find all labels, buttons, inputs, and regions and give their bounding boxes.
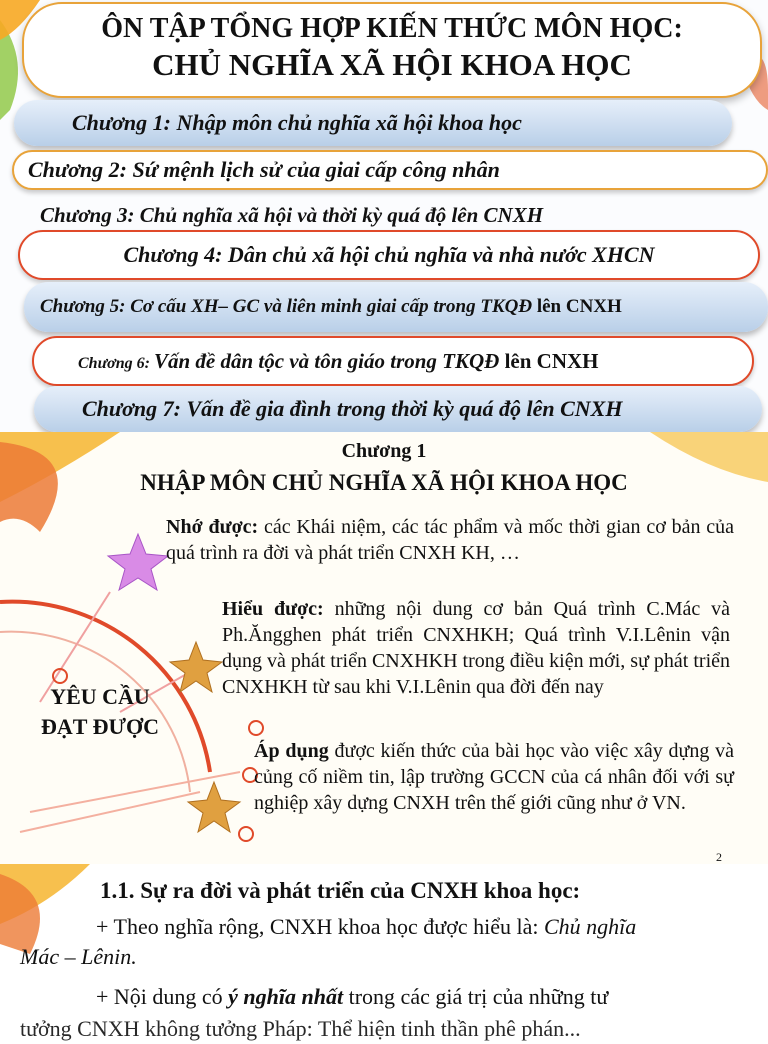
goal-line-2: ĐẠT ĐƯỢC	[41, 714, 159, 739]
slide-3-section-1-1	[0, 864, 768, 1041]
understand-text: những nội dung cơ bản Quá trình C.Mác và Ph.Ăngghen phát triển CNXHKH; Quá trình V.I.Lênin vận dụng và phát triển CNXHKH trong điều kiện mới, sự phát triển CNXHKH từ sau khi V.I.Lênin qua đời đến nay	[222, 598, 731, 698]
apply-paragraph	[254, 738, 734, 816]
title-line-1: ÔN TẬP TỔNG HỢP KIẾN THỨC MÔN HỌC:	[101, 13, 683, 44]
page-number: 2	[716, 850, 722, 864]
paragraph-2	[96, 982, 608, 1012]
chapter-6-suffix: lên CNXH	[504, 349, 599, 373]
slide-1-overview	[0, 0, 768, 432]
chapter-3-item: Chương 3: Chủ nghĩa xã hội và thời kỳ quá độ lên CNXH	[40, 203, 544, 227]
chapter-1-item: Chương 1: Nhập môn chủ nghĩa xã hội khoa học	[14, 100, 732, 146]
title-line-2: CHỦ NGHĨA XÃ HỘI KHOA HỌC	[152, 47, 632, 82]
understand-label: Hiểu được:	[222, 598, 324, 620]
remember-text: các Khái niệm, các tác phẩm và mốc thời gian cơ bản của quá trình ra đời và phát triển CNXH KH, …	[166, 516, 735, 564]
chapter-title: NHẬP MÔN CHỦ NGHĨA XÃ HỘI KHOA HỌC	[140, 470, 628, 495]
remember-paragraph	[166, 514, 734, 566]
chapter-5-text: Chương 5: Cơ cấu XH– GC và liên minh giai cấp trong TKQĐ	[40, 296, 537, 317]
paragraph-1-line-1	[96, 912, 636, 942]
chapter-2-item: Chương 2: Sứ mệnh lịch sử của giai cấp công nhân	[12, 150, 768, 190]
remember-label: Nhớ được:	[166, 516, 259, 538]
p1-text: + Theo nghĩa rộng, CNXH khoa học được hiểu là:	[96, 914, 544, 939]
paragraph-1-line-2: Mác – Lênin.	[20, 944, 137, 969]
title-box	[22, 2, 762, 98]
apply-text: được kiến thức của bài học vào việc xây dựng và củng cố niềm tin, lập trường GCCN của cá nhân đối với sự nghiệp xây dựng CNXH trên thế giới cũng như ở VN.	[254, 740, 734, 814]
swirl-icon-2	[249, 721, 263, 735]
slide-2-chapter-1	[0, 432, 768, 864]
chapter-7-item: Chương 7: Vấn đề gia đình trong thời kỳ quá độ lên CNXH	[34, 386, 762, 432]
p1-italic-a: Chủ nghĩa	[543, 914, 637, 939]
p2-prefix: + Nội dung có	[96, 984, 229, 1009]
p2-suffix: trong các giá trị của những tư	[343, 984, 609, 1009]
section-heading: 1.1. Sự ra đời và phát triển của CNXH khoa học:	[100, 878, 581, 903]
paragraph-3-cut: tưởng CNXH không tưởng Pháp: Thể hiện tinh thần phê phán...	[20, 1016, 581, 1041]
chapter-5-suffix: lên CNXH	[536, 296, 622, 317]
orange-star-icon-2	[188, 782, 240, 832]
chapter-6-item	[32, 336, 754, 386]
chapter-6-text: Vấn đề dân tộc và tôn giáo trong TKQĐ	[153, 349, 505, 373]
apply-label: Áp dụng	[254, 740, 329, 762]
chapter-label: Chương 1	[341, 440, 427, 462]
chapter-4-item: Chương 4: Dân chủ xã hội chủ nghĩa và nhà nước XHCN	[18, 230, 760, 280]
p2-bold: ý nghĩa nhất	[228, 984, 344, 1009]
understand-paragraph	[222, 596, 730, 700]
goal-line-1: YÊU CẦU	[50, 684, 150, 709]
purple-star-icon	[108, 534, 168, 590]
chapter-5-item	[24, 282, 768, 332]
goal-heading	[20, 682, 180, 742]
swirl-icon-4	[239, 827, 253, 841]
chapter-6-prefix: Chương 6:	[78, 355, 154, 372]
